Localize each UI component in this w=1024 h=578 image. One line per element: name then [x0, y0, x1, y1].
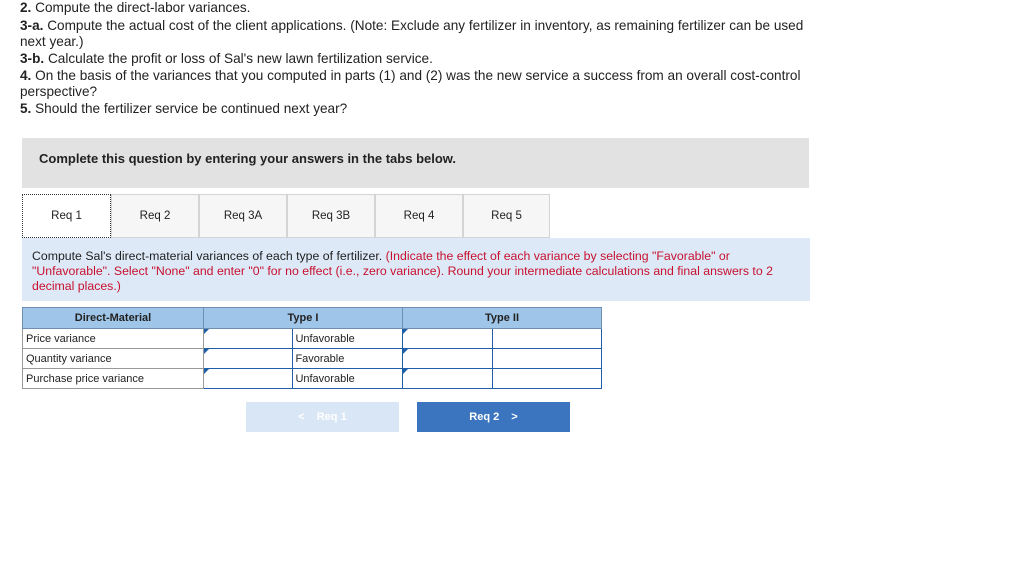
type2-effect-select[interactable] — [493, 349, 602, 369]
question-line: 2. Compute the direct-labor variances. — [20, 0, 251, 15]
table-row — [23, 329, 602, 349]
tab-req-2[interactable]: Req 2 — [111, 194, 199, 238]
table-row — [23, 349, 602, 369]
row-label: Quantity variance — [23, 349, 204, 369]
type1-amount-input[interactable] — [204, 369, 293, 389]
type1-effect-select[interactable]: Unfavorable — [293, 329, 403, 349]
type1-effect-select[interactable]: Unfavorable — [293, 369, 403, 389]
question-line: perspective? — [20, 84, 98, 99]
question-line: next year.) — [20, 34, 84, 49]
variance-table — [22, 307, 602, 389]
instructions-note: (Indicate the effect of each variance by selecting "Favorable" or "Unfavorable". Select "None" and enter "0" for no effect (i.e., zero variance). Round your intermediate calculations and final answers to 2 decimal places.) — [32, 249, 773, 293]
type2-amount-input[interactable] — [403, 349, 493, 369]
row-label: Purchase price variance — [23, 369, 204, 389]
type1-amount-input[interactable] — [204, 329, 293, 349]
tab-req-5[interactable]: Req 5 — [463, 194, 550, 238]
instructions-panel — [22, 238, 810, 301]
instruction-banner — [22, 138, 809, 188]
table-header-row — [23, 308, 602, 329]
row-label: Price variance — [23, 329, 204, 349]
tab-req-3b[interactable]: Req 3B — [287, 194, 375, 238]
tab-req-4[interactable]: Req 4 — [375, 194, 463, 238]
type2-effect-select[interactable] — [493, 369, 602, 389]
chevron-left-icon: < — [298, 411, 305, 423]
next-button-label: Req 2 — [469, 411, 500, 423]
question-line: 4. On the basis of the variances that you computed in parts (1) and (2) was the new service a success from an overall cost-control — [20, 68, 801, 83]
instructions-text: Compute Sal's direct-material variances of each type of fertilizer. (Indicate the effect of each variance by selecting "Favorable" or "Unfavorable". Select "None" and enter "0" for no effect (i.e., zero variance). Round your intermediate calculations and final answers to 2 decimal places.) — [32, 249, 773, 293]
question-line: 5. Should the fertilizer service be continued next year? — [20, 101, 348, 116]
chevron-right-icon: > — [511, 411, 518, 423]
tab-req-3a[interactable]: Req 3A — [199, 194, 287, 238]
type2-amount-input[interactable] — [403, 369, 493, 389]
tab-req-1[interactable]: Req 1 — [22, 194, 111, 238]
type2-amount-input[interactable] — [403, 329, 493, 349]
prev-button-label: Req 1 — [316, 411, 347, 423]
type1-effect-select[interactable]: Favorable — [293, 349, 403, 369]
table-row — [23, 369, 602, 389]
prev-button[interactable] — [246, 402, 399, 432]
column-header: Type I — [204, 308, 403, 329]
type1-amount-input[interactable] — [204, 349, 293, 369]
question-line: 3-b. Calculate the profit or loss of Sal's new lawn fertilization service. — [20, 51, 433, 66]
column-header: Direct-Material — [23, 308, 204, 329]
instruction-text: Complete this question by entering your answers in the tabs below. — [39, 151, 457, 166]
type2-effect-select[interactable] — [493, 329, 602, 349]
question-line: 3-a. Compute the actual cost of the client applications. (Note: Exclude any fertilizer in inventory, as remaining fertilizer can be used — [20, 18, 804, 33]
next-button[interactable] — [417, 402, 570, 432]
column-header: Type II — [403, 308, 602, 329]
